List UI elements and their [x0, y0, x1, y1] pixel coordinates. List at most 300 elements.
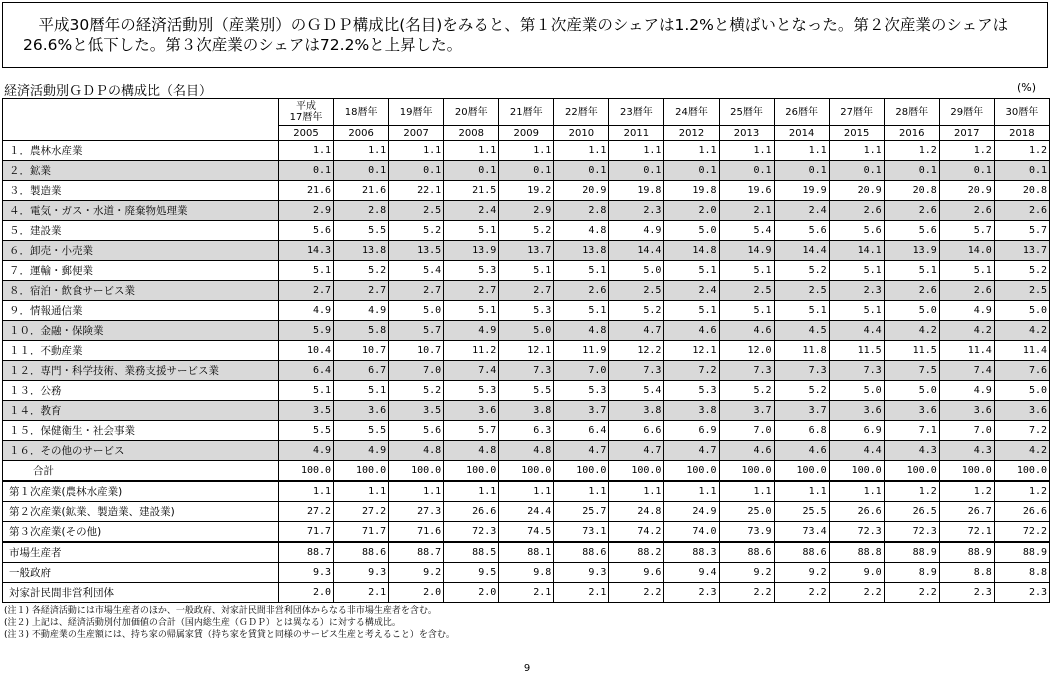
value-cell: 10.7: [389, 341, 444, 361]
value-cell: 1.2: [939, 481, 994, 502]
value-cell: 88.1: [499, 542, 554, 563]
table-body: [3, 141, 1050, 603]
value-cell: 3.7: [774, 401, 829, 421]
value-cell: 88.5: [444, 542, 499, 563]
value-cell: 20.8: [994, 181, 1049, 201]
value-cell: 5.9: [279, 321, 334, 341]
value-cell: 5.7: [939, 221, 994, 241]
value-cell: 0.1: [279, 161, 334, 181]
value-cell: 88.6: [554, 542, 609, 563]
value-cell: 5.3: [664, 381, 719, 401]
value-cell: 2.8: [334, 201, 389, 221]
value-cell: 5.3: [499, 301, 554, 321]
table-row: [3, 502, 1050, 522]
value-cell: 5.6: [389, 421, 444, 441]
value-cell: 7.6: [994, 361, 1049, 381]
value-cell: 1.1: [444, 481, 499, 502]
value-cell: 3.6: [829, 401, 884, 421]
value-cell: 2.0: [279, 583, 334, 603]
row-label: ４．電気・ガス・水道・廃棄物処理業: [3, 201, 279, 221]
value-cell: 13.7: [994, 241, 1049, 261]
value-cell: 100.0: [279, 461, 334, 482]
value-cell: 5.1: [444, 301, 499, 321]
value-cell: 20.9: [554, 181, 609, 201]
value-cell: 27.3: [389, 502, 444, 522]
value-cell: 2.2: [719, 583, 774, 603]
value-cell: 6.9: [829, 421, 884, 441]
value-cell: 2.1: [334, 583, 389, 603]
value-cell: 4.5: [774, 321, 829, 341]
value-cell: 1.1: [444, 141, 499, 161]
value-cell: 5.1: [774, 301, 829, 321]
value-cell: 4.7: [664, 441, 719, 461]
row-label: 対家計民間非営利団体: [3, 583, 279, 603]
header-era-cell: 26暦年: [774, 99, 829, 126]
row-label: 合計: [3, 461, 279, 482]
value-cell: 4.9: [279, 441, 334, 461]
value-cell: 11.4: [939, 341, 994, 361]
value-cell: 24.9: [664, 502, 719, 522]
row-label: １０．金融・保険業: [3, 321, 279, 341]
value-cell: 9.3: [334, 563, 389, 583]
value-cell: 14.4: [774, 241, 829, 261]
value-cell: 0.1: [774, 161, 829, 181]
value-cell: 100.0: [554, 461, 609, 482]
value-cell: 2.6: [939, 201, 994, 221]
value-cell: 1.2: [884, 141, 939, 161]
value-cell: 2.3: [829, 281, 884, 301]
value-cell: 5.5: [499, 381, 554, 401]
header-era-cell: 29暦年: [939, 99, 994, 126]
value-cell: 14.9: [719, 241, 774, 261]
value-cell: 2.6: [939, 281, 994, 301]
value-cell: 5.3: [444, 381, 499, 401]
value-cell: 5.0: [994, 301, 1049, 321]
table-row: [3, 161, 1050, 181]
table-row: [3, 542, 1050, 563]
value-cell: 5.1: [884, 261, 939, 281]
value-cell: 5.0: [829, 381, 884, 401]
value-cell: 74.2: [609, 522, 664, 543]
value-cell: 6.8: [774, 421, 829, 441]
value-cell: 3.6: [444, 401, 499, 421]
value-cell: 1.1: [609, 481, 664, 502]
value-cell: 8.9: [884, 563, 939, 583]
value-cell: 7.4: [939, 361, 994, 381]
value-cell: 1.1: [829, 481, 884, 502]
value-cell: 5.6: [829, 221, 884, 241]
value-cell: 0.1: [939, 161, 994, 181]
value-cell: 2.3: [664, 583, 719, 603]
value-cell: 5.0: [609, 261, 664, 281]
value-cell: 7.0: [939, 421, 994, 441]
value-cell: 5.1: [499, 261, 554, 281]
value-cell: 26.7: [939, 502, 994, 522]
header-era-cell: 平成 17暦年: [279, 99, 334, 126]
value-cell: 7.3: [499, 361, 554, 381]
value-cell: 0.1: [884, 161, 939, 181]
value-cell: 2.8: [554, 201, 609, 221]
row-label: １３．公務: [3, 381, 279, 401]
value-cell: 3.5: [279, 401, 334, 421]
value-cell: 88.7: [389, 542, 444, 563]
header-era-cell: 27暦年: [829, 99, 884, 126]
value-cell: 25.5: [774, 502, 829, 522]
value-cell: 4.8: [499, 441, 554, 461]
value-cell: 1.2: [884, 481, 939, 502]
value-cell: 2.5: [719, 281, 774, 301]
value-cell: 5.1: [664, 301, 719, 321]
value-cell: 3.8: [664, 401, 719, 421]
table-row: [3, 461, 1050, 482]
value-cell: 73.1: [554, 522, 609, 543]
value-cell: 7.3: [774, 361, 829, 381]
value-cell: 19.6: [719, 181, 774, 201]
value-cell: 22.1: [389, 181, 444, 201]
value-cell: 14.8: [664, 241, 719, 261]
value-cell: 6.9: [664, 421, 719, 441]
header-year-cell: 2018: [994, 126, 1049, 141]
value-cell: 5.1: [554, 301, 609, 321]
page-number: 9: [523, 663, 531, 674]
value-cell: 2.3: [609, 201, 664, 221]
value-cell: 7.0: [554, 361, 609, 381]
value-cell: 4.9: [279, 301, 334, 321]
value-cell: 88.2: [609, 542, 664, 563]
value-cell: 5.5: [334, 221, 389, 241]
value-cell: 74.5: [499, 522, 554, 543]
value-cell: 13.8: [554, 241, 609, 261]
row-label: ９．情報通信業: [3, 301, 279, 321]
value-cell: 14.1: [829, 241, 884, 261]
value-cell: 88.9: [939, 542, 994, 563]
value-cell: 0.1: [554, 161, 609, 181]
header-year-cell: 2016: [884, 126, 939, 141]
header-year-cell: 2005: [279, 126, 334, 141]
value-cell: 72.3: [829, 522, 884, 543]
value-cell: 1.1: [719, 141, 774, 161]
value-cell: 9.6: [609, 563, 664, 583]
row-label: 一般政府: [3, 563, 279, 583]
row-label: 第２次産業(鉱業、製造業、建設業): [3, 502, 279, 522]
value-cell: 5.1: [664, 261, 719, 281]
header-era-cell: 21暦年: [499, 99, 554, 126]
table-row: [3, 301, 1050, 321]
header-era-cell: 24暦年: [664, 99, 719, 126]
value-cell: 4.9: [609, 221, 664, 241]
table-row: [3, 563, 1050, 583]
value-cell: 7.1: [884, 421, 939, 441]
value-cell: 21.5: [444, 181, 499, 201]
value-cell: 9.3: [279, 563, 334, 583]
row-label: ３．製造業: [3, 181, 279, 201]
value-cell: 6.4: [554, 421, 609, 441]
value-cell: 4.7: [609, 441, 664, 461]
header-era-cell: 19暦年: [389, 99, 444, 126]
value-cell: 71.7: [334, 522, 389, 543]
header-era-cell: 28暦年: [884, 99, 939, 126]
row-label: １１．不動産業: [3, 341, 279, 361]
value-cell: 5.3: [554, 381, 609, 401]
value-cell: 5.7: [994, 221, 1049, 241]
value-cell: 2.6: [884, 281, 939, 301]
value-cell: 1.1: [279, 481, 334, 502]
header-era-row: [3, 99, 1050, 126]
value-cell: 4.9: [444, 321, 499, 341]
header-era-cell: 30暦年: [994, 99, 1049, 126]
value-cell: 2.2: [829, 583, 884, 603]
value-cell: 88.3: [664, 542, 719, 563]
value-cell: 20.9: [939, 181, 994, 201]
value-cell: 0.1: [719, 161, 774, 181]
table-row: [3, 201, 1050, 221]
header-year-cell: 2017: [939, 126, 994, 141]
value-cell: 9.5: [444, 563, 499, 583]
row-label: １．農林水産業: [3, 141, 279, 161]
value-cell: 1.1: [499, 481, 554, 502]
value-cell: 19.8: [609, 181, 664, 201]
value-cell: 0.1: [334, 161, 389, 181]
value-cell: 11.2: [444, 341, 499, 361]
note-1: (注１) 各経済活動には市場生産者のほか、一般政府、対家計民間非営利団体からなる非市場生産者を含む。: [4, 606, 437, 616]
value-cell: 13.7: [499, 241, 554, 261]
value-cell: 100.0: [444, 461, 499, 482]
value-cell: 13.9: [884, 241, 939, 261]
table-row: [3, 522, 1050, 543]
row-label: ８．宿泊・飲食サービス業: [3, 281, 279, 301]
value-cell: 7.2: [994, 421, 1049, 441]
table-row: [3, 341, 1050, 361]
value-cell: 5.2: [499, 221, 554, 241]
value-cell: 4.4: [829, 321, 884, 341]
value-cell: 88.6: [719, 542, 774, 563]
header-era-cell: 25暦年: [719, 99, 774, 126]
value-cell: 1.2: [939, 141, 994, 161]
table-row: [3, 181, 1050, 201]
value-cell: 100.0: [334, 461, 389, 482]
value-cell: 27.2: [334, 502, 389, 522]
note-2: (注２) 上記は、経済活動別付加価値の合計（国内総生産（ＧＤＰ）とは異なる）に対する構成比。: [4, 618, 401, 628]
value-cell: 5.1: [829, 301, 884, 321]
value-cell: 4.2: [994, 321, 1049, 341]
value-cell: 24.4: [499, 502, 554, 522]
value-cell: 2.9: [279, 201, 334, 221]
value-cell: 14.0: [939, 241, 994, 261]
table-row: [3, 221, 1050, 241]
value-cell: 11.4: [994, 341, 1049, 361]
value-cell: 0.1: [829, 161, 884, 181]
value-cell: 4.7: [554, 441, 609, 461]
value-cell: 5.4: [609, 381, 664, 401]
value-cell: 6.4: [279, 361, 334, 381]
value-cell: 1.2: [994, 481, 1049, 502]
row-label: １６．その他のサービス: [3, 441, 279, 461]
value-cell: 2.5: [389, 201, 444, 221]
value-cell: 25.0: [719, 502, 774, 522]
value-cell: 9.8: [499, 563, 554, 583]
header-era-cell: 20暦年: [444, 99, 499, 126]
value-cell: 24.8: [609, 502, 664, 522]
value-cell: 7.0: [389, 361, 444, 381]
value-cell: 100.0: [774, 461, 829, 482]
row-label: ７．運輸・郵便業: [3, 261, 279, 281]
value-cell: 26.6: [994, 502, 1049, 522]
table-row: [3, 361, 1050, 381]
value-cell: 100.0: [829, 461, 884, 482]
value-cell: 8.8: [939, 563, 994, 583]
value-cell: 0.1: [444, 161, 499, 181]
value-cell: 9.2: [389, 563, 444, 583]
value-cell: 2.0: [444, 583, 499, 603]
value-cell: 0.1: [609, 161, 664, 181]
value-cell: 1.2: [994, 141, 1049, 161]
value-cell: 5.0: [884, 381, 939, 401]
value-cell: 1.1: [829, 141, 884, 161]
header-year-cell: 2006: [334, 126, 389, 141]
value-cell: 4.8: [389, 441, 444, 461]
value-cell: 3.6: [939, 401, 994, 421]
row-label: 市場生産者: [3, 542, 279, 563]
value-cell: 5.0: [389, 301, 444, 321]
value-cell: 1.1: [719, 481, 774, 502]
value-cell: 1.1: [499, 141, 554, 161]
value-cell: 5.6: [774, 221, 829, 241]
value-cell: 4.2: [939, 321, 994, 341]
value-cell: 1.1: [664, 141, 719, 161]
value-cell: 19.2: [499, 181, 554, 201]
value-cell: 13.8: [334, 241, 389, 261]
row-label: 第３次産業(その他): [3, 522, 279, 543]
value-cell: 7.2: [664, 361, 719, 381]
value-cell: 2.4: [444, 201, 499, 221]
value-cell: 2.5: [774, 281, 829, 301]
value-cell: 5.1: [829, 261, 884, 281]
value-cell: 4.8: [554, 321, 609, 341]
value-cell: 5.8: [334, 321, 389, 341]
notes: [4, 605, 455, 641]
value-cell: 13.5: [389, 241, 444, 261]
value-cell: 88.9: [994, 542, 1049, 563]
value-cell: 1.1: [774, 481, 829, 502]
value-cell: 1.1: [554, 141, 609, 161]
header-year-cell: 2009: [499, 126, 554, 141]
value-cell: 5.6: [279, 221, 334, 241]
value-cell: 2.0: [664, 201, 719, 221]
value-cell: 9.4: [664, 563, 719, 583]
value-cell: 72.3: [884, 522, 939, 543]
value-cell: 2.5: [609, 281, 664, 301]
value-cell: 4.2: [994, 441, 1049, 461]
value-cell: 27.2: [279, 502, 334, 522]
row-label: １５．保健衛生・社会事業: [3, 421, 279, 441]
value-cell: 3.7: [554, 401, 609, 421]
row-label: ５．建設業: [3, 221, 279, 241]
value-cell: 5.7: [389, 321, 444, 341]
value-cell: 5.1: [939, 261, 994, 281]
table-row: [3, 481, 1050, 502]
value-cell: 2.3: [994, 583, 1049, 603]
value-cell: 2.2: [774, 583, 829, 603]
value-cell: 5.2: [774, 261, 829, 281]
value-cell: 2.4: [774, 201, 829, 221]
value-cell: 3.8: [609, 401, 664, 421]
header-year-cell: 2014: [774, 126, 829, 141]
value-cell: 0.1: [499, 161, 554, 181]
value-cell: 7.3: [719, 361, 774, 381]
table-row: [3, 381, 1050, 401]
value-cell: 2.3: [939, 583, 994, 603]
value-cell: 1.1: [334, 481, 389, 502]
value-cell: 5.6: [884, 221, 939, 241]
value-cell: 26.6: [444, 502, 499, 522]
value-cell: 2.1: [554, 583, 609, 603]
value-cell: 6.3: [499, 421, 554, 441]
value-cell: 12.2: [609, 341, 664, 361]
value-cell: 1.1: [334, 141, 389, 161]
value-cell: 13.9: [444, 241, 499, 261]
value-cell: 6.6: [609, 421, 664, 441]
value-cell: 2.7: [444, 281, 499, 301]
value-cell: 4.9: [939, 381, 994, 401]
value-cell: 5.5: [279, 421, 334, 441]
value-cell: 5.2: [389, 381, 444, 401]
value-cell: 100.0: [664, 461, 719, 482]
value-cell: 5.2: [389, 221, 444, 241]
value-cell: 5.4: [389, 261, 444, 281]
value-cell: 2.2: [884, 583, 939, 603]
value-cell: 5.1: [334, 381, 389, 401]
table-row: [3, 401, 1050, 421]
summary-text: 平成30暦年の経済活動別（産業別）のＧＤＰ構成比(名目)をみると、第１次産業のシェアは1.2%と横ばいとなった。第２次産業のシェアは26.6%と低下した。第３次産業のシェアは72.2%と上昇した。: [23, 16, 1009, 54]
table-row: [3, 583, 1050, 603]
value-cell: 10.7: [334, 341, 389, 361]
value-cell: 88.9: [884, 542, 939, 563]
value-cell: 88.6: [334, 542, 389, 563]
value-cell: 21.6: [279, 181, 334, 201]
value-cell: 1.1: [609, 141, 664, 161]
value-cell: 7.3: [609, 361, 664, 381]
value-cell: 5.1: [279, 381, 334, 401]
value-cell: 5.4: [719, 221, 774, 241]
value-cell: 3.6: [884, 401, 939, 421]
value-cell: 5.3: [444, 261, 499, 281]
note-3: (注３) 不動産業の生産額には、持ち家の帰属家賃（持ち家を賃貸と同様のサービス生産と考えること）を含む。: [4, 630, 455, 640]
value-cell: 11.9: [554, 341, 609, 361]
table-row: [3, 141, 1050, 161]
value-cell: 11.8: [774, 341, 829, 361]
value-cell: 2.1: [719, 201, 774, 221]
value-cell: 1.1: [554, 481, 609, 502]
row-label: ６．卸売・小売業: [3, 241, 279, 261]
value-cell: 26.5: [884, 502, 939, 522]
value-cell: 19.9: [774, 181, 829, 201]
header-year-cell: 2015: [829, 126, 884, 141]
header-corner: [3, 99, 279, 141]
value-cell: 2.6: [994, 201, 1049, 221]
table-row: [3, 321, 1050, 341]
value-cell: 5.2: [334, 261, 389, 281]
value-cell: 2.4: [664, 281, 719, 301]
header-year-cell: 2007: [389, 126, 444, 141]
header-era-cell: 23暦年: [609, 99, 664, 126]
value-cell: 5.1: [279, 261, 334, 281]
table-caption: 経済活動別ＧＤＰの構成比（名目）: [4, 84, 213, 99]
header-year-cell: 2013: [719, 126, 774, 141]
row-label: 第１次産業(農林水産業): [3, 481, 279, 502]
value-cell: 2.6: [884, 201, 939, 221]
unit-label: (%): [1016, 81, 1036, 94]
value-cell: 74.0: [664, 522, 719, 543]
